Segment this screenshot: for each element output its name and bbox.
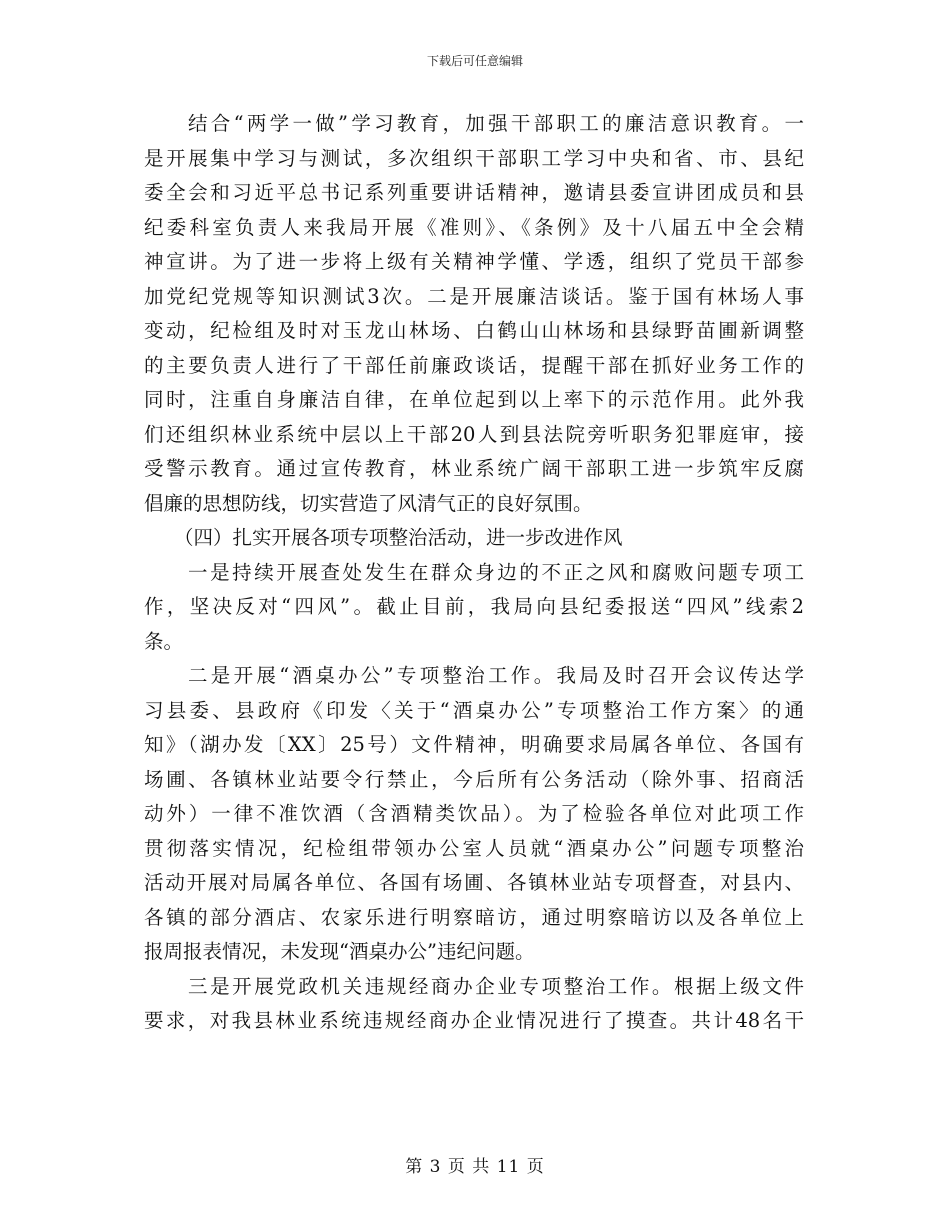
body-text-line: 结合“两学一做”学习教育，加强干部职工的廉洁意识教育。一 xyxy=(188,112,804,135)
body-text-line: 三是开展党政机关违规经商办企业专项整治工作。根据上级文件 xyxy=(188,974,804,998)
body-text-line: 要求，对我县林业系统违规经商办企业情况进行了摸查。共计48名干 xyxy=(144,1009,804,1032)
body-text-line: 二是开展“酒桌办公”专项整治工作。我局及时召开会议传达学 xyxy=(188,664,804,687)
body-text-line: 条。 xyxy=(144,629,184,653)
body-text-line: 变动，纪检组及时对玉龙山林场、白鹤山山林场和县绿野苗圃新调整 xyxy=(144,319,804,342)
body-text-line: 知》（湖办发〔XX〕25号）文件精神，明确要求局属各单位、各国有 xyxy=(144,733,804,756)
body-text-line: 是开展集中学习与测试，多次组织干部职工学习中央和省、市、县纪 xyxy=(144,146,804,170)
document-body xyxy=(144,107,804,1039)
body-text-line: 神宣讲。为了进一步将上级有关精神学懂、学透，组织了党员干部参 xyxy=(144,250,804,273)
body-text-line: 委全会和习近平总书记系列重要讲话精神，邀请县委宣讲团成员和县 xyxy=(144,181,804,204)
body-text-line: 们还组织林业系统中层以上干部20人到县法院旁听职务犯罪庭审，接 xyxy=(144,422,804,446)
page-header: 下载后可任意编辑 xyxy=(426,54,523,68)
body-text-line: 场圃、各镇林业站要令行禁止，今后所有公务活动（除外事、招商活 xyxy=(144,767,804,791)
page-number-footer: 第 3 页 共 11 页 xyxy=(405,1157,545,1177)
body-text-line: 纪委科室负责人来我局开展《准则》、《条例》及十八届五中全会精 xyxy=(144,215,804,239)
body-text-line: 贯彻落实情况，纪检组带领办公室人员就“酒桌办公”问题专项整治 xyxy=(144,836,804,860)
body-text-line: 受警示教育。通过宣传教育，林业系统广阔干部职工进一步筑牢反腐 xyxy=(144,457,804,480)
body-text-line: 一是持续开展查处发生在群众身边的不正之风和腐败问题专项工 xyxy=(188,560,804,584)
body-text-line: 活动开展对局属各单位、各国有场圃、各镇林业站专项督查，对县内、 xyxy=(144,871,804,894)
body-text-line: 报周报表情况，未发现“酒桌办公”违纪问题。 xyxy=(144,940,535,963)
body-text-line: 同时，注重自身廉洁自律，在单位起到以上率下的示范作用。此外我 xyxy=(144,388,804,411)
body-text-line: 作，坚决反对“四风”。截止目前，我局向县纪委报送“四风”线索2 xyxy=(144,595,804,618)
body-text-line: 加党纪党规等知识测试3次。二是开展廉洁谈话。鉴于国有林场人事 xyxy=(144,284,804,308)
body-text-line: 习县委、县政府《印发〈关于“酒桌办公”专项整治工作方案〉的通 xyxy=(144,698,804,722)
body-text-line: 倡廉的思想防线，切实营造了风清气正的良好氛围。 xyxy=(144,491,593,515)
body-text-line: 动外）一律不准饮酒（含酒精类饮品）。为了检验各单位对此项工作 xyxy=(144,802,804,825)
body-text-line: 的主要负责人进行了干部任前廉政谈话，提醒干部在抓好业务工作的 xyxy=(144,353,804,377)
section-heading: （四）扎实开展各项专项整治活动，进一步改进作风 xyxy=(174,526,623,549)
body-text-line: 各镇的部分酒店、农家乐进行明察暗访，通过明察暗访以及各单位上 xyxy=(144,905,804,929)
